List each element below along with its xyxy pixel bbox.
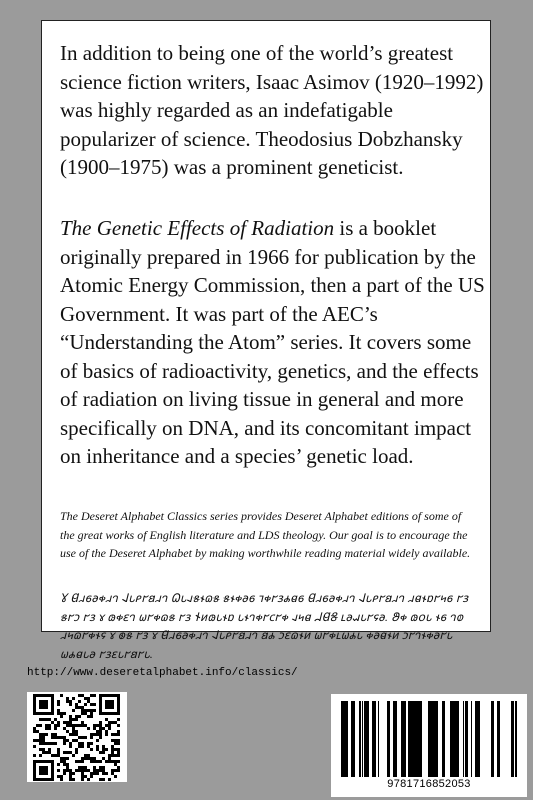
isbn-barcode: [331, 694, 527, 797]
isbn-number: 9781716852053: [387, 778, 471, 790]
series-blurb: The Deseret Alphabet Classics series provides Deseret Alphabet editions of some of the great works of English literature and LDS theology. Our goal is to encourage the use of the Deseret Alphabet by making worthwhile reading material widely available.: [60, 509, 471, 560]
book-title: The Genetic Effects of Radiation: [60, 216, 335, 240]
author-paragraph: In addition to being one of the world’s greatest science fiction writers, Isaac Asimov (1920–1992) was highly regarded as an indefatigable popularizer of science. Theodosius Dobzhansky (1900–1975) was a prominent geneticist.: [60, 41, 484, 179]
qr-code-icon: [27, 692, 127, 782]
description-text: is a booklet originally prepared in 1966 for publication by the Atomic Energy Commission, then a part of the US Government. It was part of the AEC’s “Understanding the Atom” series. It covers some of basics of radioactivity, genetics, and the effects of radiation on living tissue in general and more specifically on DNA, and its concomitant impact on inheritance and a species’ genetic load.: [60, 216, 485, 468]
description-paragraph: [60, 214, 485, 471]
classics-url: http://www.deseretalphabet.info/classics/: [27, 667, 298, 679]
deseret-blurb: 𐐜 𐐔𐐯𐑆𐐨𐑉𐐯𐐻 𐐈𐑊𐑁𐐲𐐺𐐯𐐻 𐐗𐑊𐐰𐑅𐐮𐐿𐑅 𐑅𐐮𐑉𐐨𐑆 𐐹𐑉𐐲𐑂𐐴𐐼𐑆 𐐔𐐯𐑆𐐨𐑉𐐯𐐻 𐐈𐑊𐑁𐐲𐐺𐐯𐐻 𐐯𐐼𐐮𐑇𐐲𐑌𐑆 𐐲𐑂 𐑅𐐲𐑋 𐐲𐑂 𐑄 𐑀𐑉𐐩𐐻 𐐶𐐲𐑉𐐿𐑅 𐐲𐑂 𐐆𐑍𐑀𐑊𐐮𐑇 𐑊𐐮𐐻𐑉𐐲𐐽𐐲𐑉 𐐰𐑌𐐼 𐐇𐐔𐐝 𐑃𐐨𐐱𐑊𐐲𐐾𐐨. 𐐍𐑉 𐑀𐐬𐑊 𐐮𐑆 𐐻𐐭 𐐯𐑌𐐿𐐲𐑉𐐮𐐾 𐑄 𐑏𐑅 𐐲𐑂 𐑄 𐐔𐐯𐑆𐐨𐑉𐐯𐐻 𐐈𐑊𐑁𐐲𐐺𐐯𐐻 𐐺𐐴 𐑋𐐩𐐿𐐮𐑍 𐐶𐐲𐑉𐑃𐐶𐐴𐑊 𐑉𐐨𐐼𐐮𐑍 𐑋𐐲𐐻𐐮𐑉𐐨𐐲𐑊 𐐶𐐴𐐼𐑊𐐨 𐐲𐑂𐐩𐑊𐐲𐐺𐐲𐑊.: [60, 591, 469, 661]
barcode-icon: [341, 701, 517, 777]
back-cover-panel: [41, 20, 491, 661]
